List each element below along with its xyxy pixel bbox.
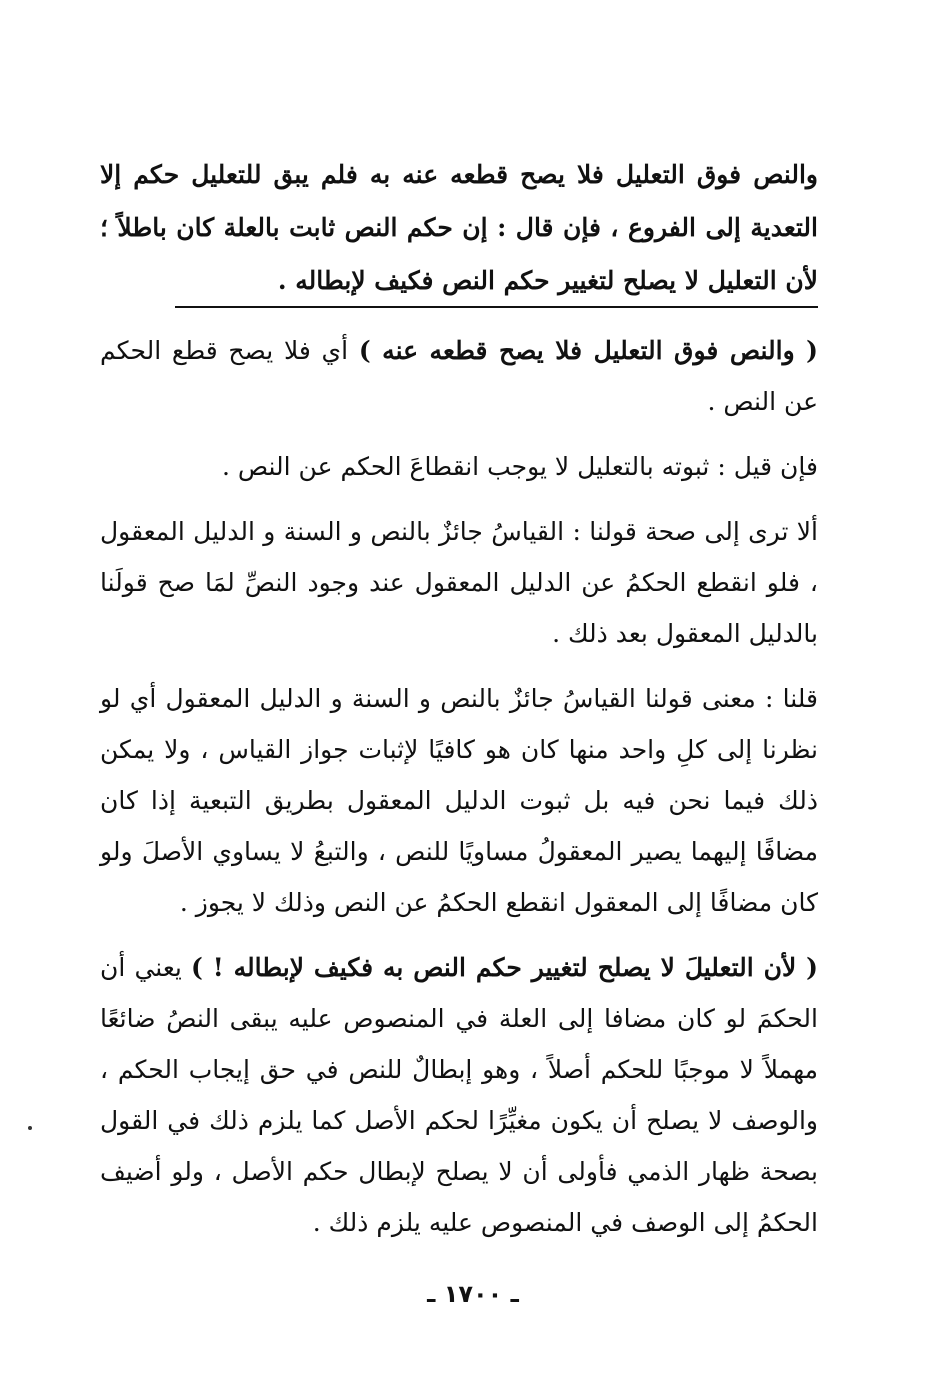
commentary-paragraph-3: ألا ترى إلى صحة قولنا : القياسُ جائزٌ بالنص و السنة و الدليل المعقول ، فلو انقطع الحكمُ عن الدليل المعقول عند وجود النصِّ لمَا صح قولَنا بالدليل المعقول بعد ذلك . bbox=[100, 517, 818, 648]
quoted-matn-1: ( والنص فوق التعليل فلا يصح قطعه عنه ) bbox=[358, 336, 818, 365]
page-number: ـ ١٧٠٠ ـ bbox=[427, 1280, 519, 1308]
commentary-paragraph-1 bbox=[100, 325, 818, 427]
commentary-paragraph-5 bbox=[100, 942, 818, 1248]
commentary-text-5: يعني أن الحكمَ لو كان مضافا إلى العلة في المنصوص عليه يبقى النصُ ضائعًا مهملاً لا موجبًا للحكم أصلاً ، وهو إبطالٌ للنص في حق إيجاب الحكم ، والوصف لا يصلح أن يكون مغيِّرًا لحكم الأصل كما يلزم ذلك في القول بصحة ظهار الذمي فأولى أن لا يصلح لإبطال حكم الأصل ، ولو أضيف الحكمُ إلى الوصف في المنصوص عليه يلزم ذلك . bbox=[100, 953, 818, 1237]
commentary-paragraph-2: فإن قيل : ثبوته بالتعليل لا يوجب انقطاعَ الحكم عن النص . bbox=[221, 452, 818, 481]
matn-text-block bbox=[100, 148, 818, 307]
commentary-text-1: أي فلا يصح قطع الحكم عن النص . bbox=[100, 336, 818, 416]
scan-speck bbox=[28, 1126, 32, 1130]
quoted-matn-2: ( لأن التعليلَ لا يصلح لتغيير حكم النص به فكيف لإبطاله ! ) bbox=[191, 953, 819, 982]
commentary-paragraph-4: قلنا : معنى قولنا القياسُ جائزٌ بالنص و السنة و الدليل المعقول أي لو نظرنا إلى كلِ واحد منها كان هو كافيًا لإثبات جواز القياس ، ولا يمكن ذلك فيما نحن فيه بل ثبوت الدليل المعقول بطريق التبعية إذا كان مضافًا إليهما يصير المعقولُ مساويًا للنص ، والتبعُ لا يساوي الأصلَ ولو كان مضافًا إلى المعقول انقطع الحكمُ عن النص وذلك لا يجوز . bbox=[100, 684, 818, 917]
separator-line bbox=[175, 306, 818, 308]
commentary-block bbox=[100, 325, 818, 1248]
matn-paragraph: والنص فوق التعليل فلا يصح قطعه عنه به فلم يبق للتعليل حكم إلا التعدية إلى الفروع ، فإن قال : إن حكم النص ثابت بالعلة كان باطلاً ؛ لأن التعليل لا يصلح لتغيير حكم النص فكيف لإبطاله . bbox=[100, 160, 818, 295]
